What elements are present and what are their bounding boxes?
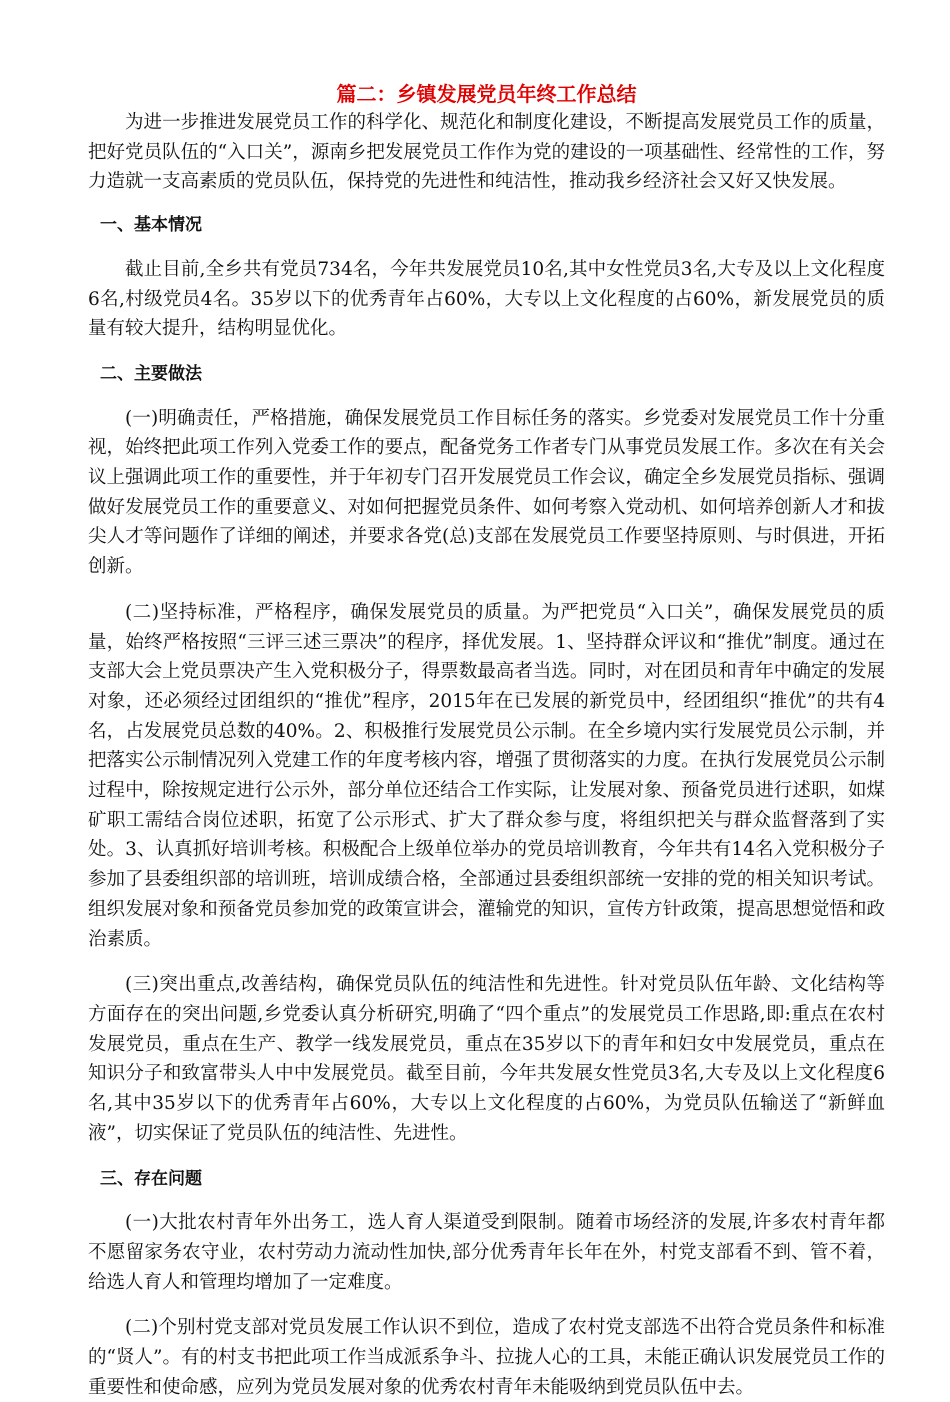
problems-paragraph-1: (一)大批农村青年外出务工，选人育人渠道受到限制。随着市场经济的发展,许多农村青年都不愿留家务农守业，农村劳动力流动性加快,部分优秀青年长年在外，村党支部看不到、管不着，给选人育人和管理均增加了一定难度。 (88, 1212, 885, 1293)
methods-paragraph-1: (一)明确责任，严格措施，确保发展党员工作目标任务的落实。乡党委对发展党员工作十分重视，始终把此项工作列入党委工作的要点，配备党务工作者专门从事党员发展工作。多次在有关会议上强调此项工作的重要性，并于年初专门召开发展党员工作会议，确定全乡发展党员指标、强调做好发展党员工作的重要意义、对如何把握党员条件、如何考察入党动机、如何培养创新人才和拔尖人才等问题作了详细的阐述，并要求各党(总)支部在发展党员工作要坚持原则、与时俱进，开拓创新。 (88, 407, 885, 578)
problems-paragraph-2: (二)个别村党支部对党员发展工作认识不到位，造成了农村党支部选不出符合党员条件和标准的“贤人”。有的村支书把此项工作当成派系争斗、拉拢人心的工具，未能正确认识发展党员工作的重要性和使命感，应列为党员发展对象的优秀农村青年未能吸纳到党员队伍中去。 (88, 1317, 885, 1398)
document-title: 篇二：乡镇发展党员年终工作总结 (336, 82, 637, 106)
methods-paragraph-3: (三)突出重点,改善结构，确保党员队伍的纯洁性和先进性。针对党员队伍年龄、文化结构等方面存在的突出问题,乡党委认真分析研究,明确了“四个重点”的发展党员工作思路,即:重点在农村发展党员，重点在生产、教学一线发展党员，重点在35岁以下的青年和妇女中发展党员，重点在知识分子和致富带头人中中发展党员。截至目前，今年共发展女性党员3名,大专及以上文化程度6名,其中35岁以下的优秀青年占60%，大专以上文化程度的占60%，为党员队伍输送了“新鲜血液”，切实保证了党员队伍的纯洁性、先进性。 (88, 974, 885, 1144)
intro-paragraph: 为进一步推进发展党员工作的科学化、规范化和制度化建设，不断提高发展党员工作的质量，把好党员队伍的“入口关”，源南乡把发展党员工作作为党的建设的一项基础性、经常性的工作，努力造就一支高素质的党员队伍，保持党的先进性和纯洁性，推动我乡经济社会又好又快发展。 (88, 112, 885, 193)
section-heading-methods: 二、主要做法 (100, 363, 202, 384)
methods-paragraph-2: (二)坚持标准，严格程序，确保发展党员的质量。为严把党员“入口关”，确保发展党员的质量，始终严格按照“三评三述三票决”的程序，择优发展。1、坚持群众评议和“推优”制度。通过在支部大会上党员票决产生入党积极分子，得票数最高者当选。同时，对在团员和青年中确定的发展对象，还必须经过团组织的“推优”程序，2015年在已发展的新党员中，经团组织“推优”的共有4名，占发展党员总数的40%。2、积极推行发展党员公示制。在全乡境内实行发展党员公示制，并把落实公示制情况列入党建工作的年度考核内容，增强了贯彻落实的力度。在执行发展党员公示制过程中，除按规定进行公示外，部分单位还结合工作实际，让发展对象、预备党员进行述职，如煤矿职工需结合岗位述职，拓宽了公示形式、扩大了群众参与度，将组织把关与群众监督落到了实处。3、认真抓好培训考核。积极配合上级单位举办的党员培训教育，今年共有14名入党积极分子参加了县委组织部的培训班，培训成绩合格，全部通过县委组织部统一安排的党的相关知识考试。组织发展对象和预备党员参加党的政策宣讲会，灌输党的知识，宣传方针政策，提高思想觉悟和政治素质。 (88, 601, 885, 950)
section-heading-basic: 一、基本情况 (100, 215, 202, 236)
basic-paragraph: 截止目前,全乡共有党员734名，今年共发展党员10名,其中女性党员3名,大专及以上文化程度6名,村级党员4名。35岁以下的优秀青年占60%，大专以上文化程度的占60%，新发展党员的质量有较大提升，结构明显优化。 (88, 258, 885, 340)
section-heading-problems: 三、存在问题 (100, 1168, 202, 1189)
document-page (88, 80, 885, 1402)
